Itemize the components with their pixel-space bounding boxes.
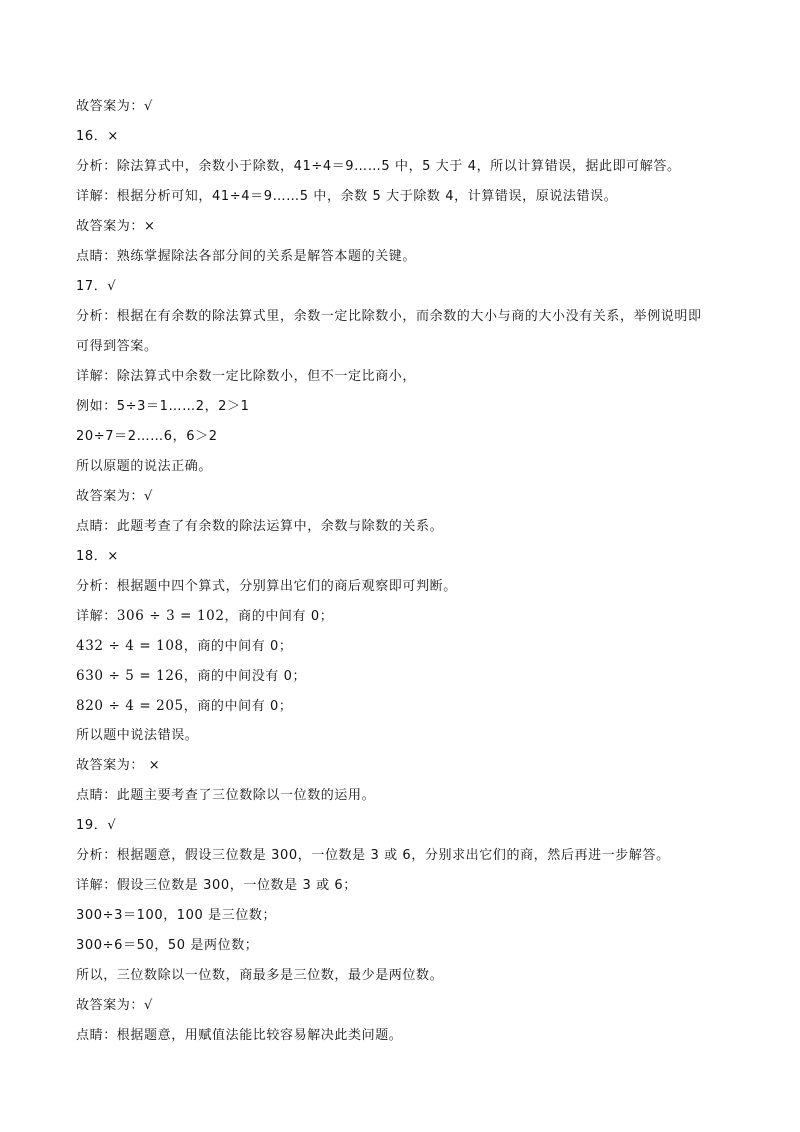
calc-19-b: 300÷6＝50，50 是两位数； <box>76 938 259 953</box>
answer-16: 故答案为：× <box>76 219 156 234</box>
equation-note: ，商的中间有 0； <box>224 609 334 624</box>
analysis-16: 分析：除法算式中，余数小于除数，41÷4＝9……5 中，5 大于 4，所以计算错误，据此即可解答。 <box>76 159 681 174</box>
equation-note: ，商的中间有 0； <box>183 699 293 714</box>
answer-line: 故答案为：√ <box>76 99 153 114</box>
calc-19-a: 300÷3＝100，100 是三位数； <box>76 908 277 923</box>
analysis-17-line1: 分析：根据在有余数的除法算式里，余数一定比除数小，而余数的大小与商的大小没有关系，举例说明即 <box>76 309 702 324</box>
analysis-17-line2: 可得到答案。 <box>76 339 158 354</box>
detail-18-eq1 <box>76 607 752 626</box>
equation: 820 ÷ 4 = 205 <box>76 698 184 714</box>
detail-16: 详解：根据分析可知，41÷4＝9……5 中，余数 5 大于除数 4，计算错误，原说法错误。 <box>76 189 618 204</box>
equation-note: ，商的中间有 0； <box>183 639 293 654</box>
question-19-heading: 19．√ <box>76 818 117 833</box>
comment-18: 点睛：此题主要考查了三位数除以一位数的运用。 <box>76 788 376 803</box>
answer-19: 故答案为：√ <box>76 998 153 1013</box>
detail-18-eq2 <box>76 637 752 656</box>
detail-18-eq3 <box>76 667 752 686</box>
conclusion-18: 所以题中说法错误。 <box>76 728 199 743</box>
detail-prefix: 详解： <box>76 609 117 624</box>
conclusion-19: 所以，三位数除以一位数，商最多是三位数，最少是两位数。 <box>76 968 444 983</box>
question-17-heading: 17．√ <box>76 279 117 294</box>
equation: 432 ÷ 4 = 108 <box>76 638 184 654</box>
comment-17: 点睛：此题考查了有余数的除法运算中，余数与除数的关系。 <box>76 519 444 534</box>
analysis-18: 分析：根据题中四个算式，分别算出它们的商后观察即可判断。 <box>76 579 457 594</box>
equation: 306 ÷ 3 = 102 <box>116 608 225 624</box>
detail-18-eq4 <box>76 697 752 716</box>
conclusion-17: 所以原题的说法正确。 <box>76 459 213 474</box>
analysis-19: 分析：根据题意，假设三位数是 300，一位数是 3 或 6，分别求出它们的商，然后再进一步解答。 <box>76 848 670 863</box>
question-18-heading: 18．× <box>76 549 119 564</box>
comment-16: 点睛：熟练掌握除法各部分间的关系是解答本题的关键。 <box>76 249 417 264</box>
comment-19: 点睛：根据题意，用赋值法能比较容易解决此类问题。 <box>76 1028 403 1043</box>
answer-18: 故答案为： × <box>76 758 161 773</box>
equation: 630 ÷ 5 = 126 <box>76 668 184 684</box>
example-17-b: 20÷7＝2……6，6＞2 <box>76 429 218 444</box>
detail-17: 详解：除法算式中余数一定比除数小，但不一定比商小， <box>76 369 417 384</box>
answer-17: 故答案为：√ <box>76 489 153 504</box>
example-17-a: 例如：5÷3＝1……2，2＞1 <box>76 399 250 414</box>
detail-19: 详解：假设三位数是 300，一位数是 3 或 6； <box>76 878 357 893</box>
question-16-heading: 16．× <box>76 129 119 144</box>
equation-note: ，商的中间没有 0； <box>183 669 307 684</box>
